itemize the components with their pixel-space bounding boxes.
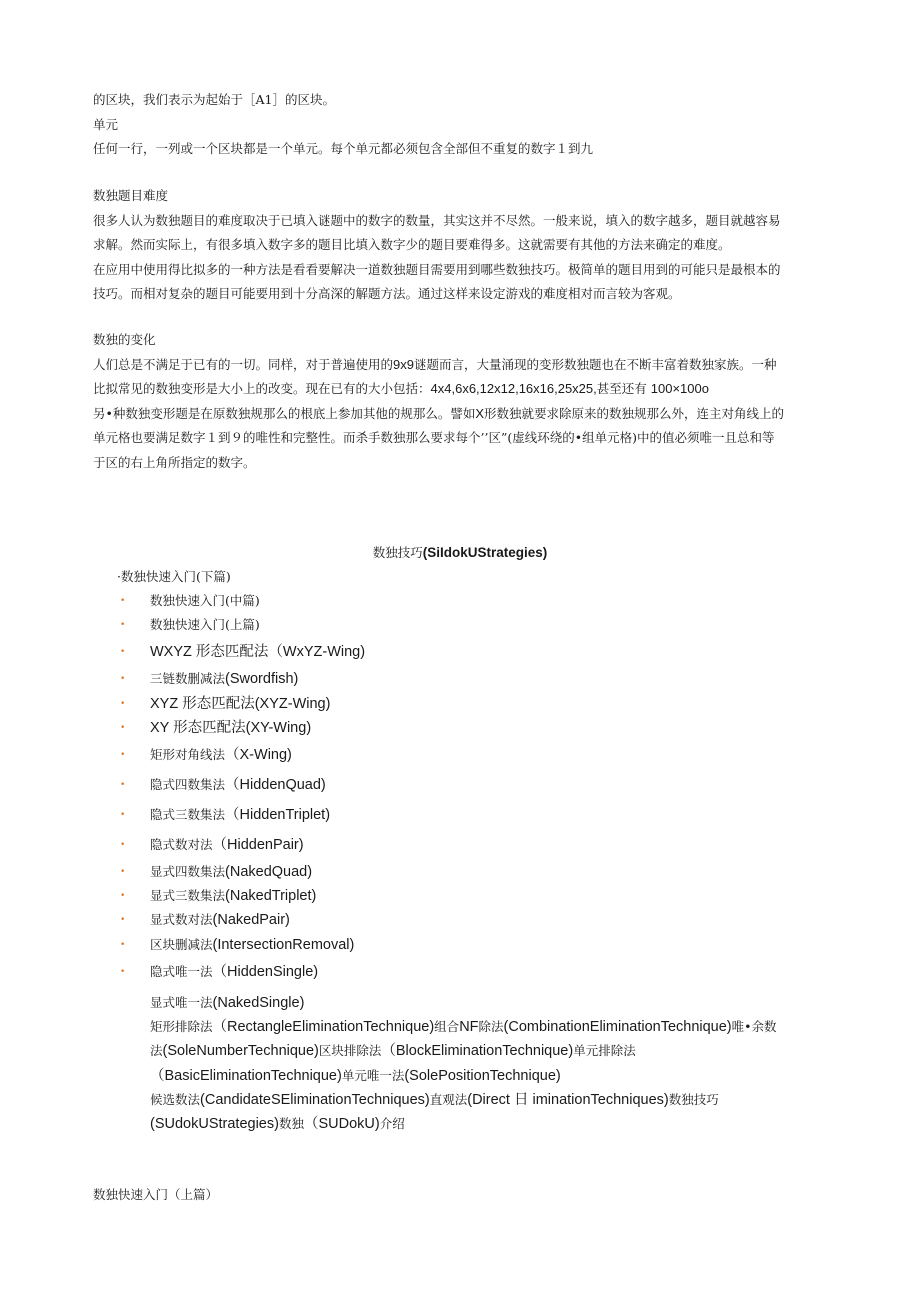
strategy-link-first[interactable]: ·数独快速入门(下篇) <box>117 569 231 584</box>
item-cn: 隐式三数集法 <box>150 806 226 822</box>
item-cn: 显式数对法 <box>150 912 213 928</box>
bullet-icon: • <box>120 722 126 733</box>
strategy-list-item[interactable] <box>117 830 365 860</box>
item-en: （HiddenSingle) <box>212 963 319 980</box>
tail-line <box>150 1064 830 1088</box>
item-en: （X-Wing) <box>225 746 292 763</box>
link-text[interactable]: NF <box>459 1019 479 1036</box>
link-text[interactable]: 组合 <box>434 1019 460 1035</box>
link-text[interactable]: （BasicEliminationTechnique) <box>150 1067 342 1084</box>
text-span: X <box>475 405 485 421</box>
variants-section <box>93 328 833 475</box>
tail-line <box>150 1088 830 1112</box>
strategy-list-item[interactable] <box>117 884 365 908</box>
intro-section <box>93 88 833 162</box>
difficulty-line: 很多人认为数独题目的难度取决于已填入谜题中的数字的数量，其实这并不尽然。一般来说，填入的数字越多，题目就越容易 <box>93 212 781 228</box>
link-text[interactable]: 单元唯一法 <box>341 1067 405 1083</box>
link-text[interactable]: 除法 <box>478 1019 504 1035</box>
text-span: 甚至还有 <box>596 381 647 396</box>
strategy-list-item[interactable] <box>117 957 365 987</box>
variants-line <box>93 377 833 402</box>
bullet-icon: • <box>120 915 126 926</box>
difficulty-heading: 数独题目难度 <box>93 188 169 203</box>
text-span: 4x4,6x6,12x12,16x16,25x25, <box>430 381 597 396</box>
link-text[interactable]: 直观法 <box>429 1091 468 1107</box>
text-span: 形数独就要求除原来的数独规那么外，连主对角线上的 <box>484 405 785 421</box>
tail-line <box>150 1015 830 1039</box>
link-text[interactable]: (SUdokUStrategies) <box>150 1116 279 1133</box>
bullet-icon: • <box>120 647 126 658</box>
link-text[interactable]: （BlockEliminationTechnique) <box>381 1043 574 1060</box>
item-en: (Swordfish) <box>225 671 299 688</box>
bullet-icon: • <box>120 866 126 877</box>
item-cn: 数独快速入门(上篇) <box>150 617 260 633</box>
strategy-list-item[interactable] <box>117 716 365 740</box>
link-text[interactable]: 单元排除法 <box>573 1043 636 1059</box>
bullet-icon: • <box>120 779 126 790</box>
strategy-list-item[interactable] <box>117 613 365 637</box>
item-en: WXYZ 形态匹配法（WxYZ-Wing) <box>150 644 366 661</box>
variants-heading: 数独的变化 <box>93 332 156 347</box>
item-cn: 区块删减法 <box>150 936 213 952</box>
strategy-list-item[interactable] <box>117 860 365 884</box>
variants-line: 单元格也要满足数字１到９的唯性和完整性。而杀手数独那么要求每个’’区”(虚线环绕的•组单元格)中的值必须唯一且总和等 <box>93 430 775 445</box>
bullet-icon: • <box>120 620 126 631</box>
difficulty-line: 求解。然而实际上，有很多填入数字多的题目比填入数字少的题目要难得多。这就需要有其他的方法来确定的难度。 <box>93 237 731 252</box>
bullet-icon: • <box>120 966 126 977</box>
strategy-list-item[interactable] <box>117 908 365 932</box>
text-span: 比拟常见的数独变形是大小上的改变。现在已有的大小包括： <box>93 381 431 396</box>
variants-line <box>93 353 833 378</box>
strategies-title <box>0 543 920 563</box>
bullet-icon: • <box>120 596 126 606</box>
link-text[interactable]: 介绍 <box>379 1116 405 1132</box>
difficulty-section <box>93 184 833 307</box>
strategy-links-paragraph <box>150 991 830 1136</box>
strategy-list-item[interactable] <box>117 637 365 667</box>
variants-line <box>93 402 833 427</box>
link-text[interactable]: (SolePositionTechnique) <box>404 1067 561 1084</box>
strategy-list-item[interactable] <box>117 933 365 957</box>
strategy-list-item[interactable] <box>117 800 365 830</box>
difficulty-line: 技巧。而相对复杂的题目可能要用到十分高深的解题方法。通过这样来设定游戏的难度相对而言较为客观。 <box>93 286 681 301</box>
text-span: 9x9 <box>393 356 414 372</box>
item-cn: 数独快速入门(中篇) <box>150 593 260 608</box>
item-cn: 矩形对角线法 <box>150 746 226 762</box>
link-text[interactable]: 法 <box>150 1043 163 1059</box>
item-en: (NakedTriplet) <box>225 888 317 905</box>
bullet-icon: • <box>120 674 126 685</box>
item-en: (NakedQuad) <box>225 863 313 880</box>
item-en: (IntersectionRemoval) <box>212 936 355 953</box>
cell-heading: 单元 <box>93 116 119 132</box>
bullet-icon: • <box>120 698 126 709</box>
tail-line <box>150 991 830 1015</box>
variants-line: 于区的右上角所指定的数字。 <box>93 454 256 470</box>
item-cn: 三链数删减法 <box>150 671 226 687</box>
strategy-list <box>117 589 365 987</box>
item-cn: 隐式数对法 <box>150 836 213 852</box>
bullet-icon: • <box>120 939 126 950</box>
link-text[interactable]: 显式唯一法 <box>150 995 213 1010</box>
strategy-list-item[interactable] <box>117 740 365 770</box>
bullet-icon: • <box>120 809 126 820</box>
text-span: 100×100o <box>650 381 709 396</box>
item-en: （HiddenTriplet) <box>225 806 331 823</box>
strategy-list-item[interactable] <box>117 667 365 691</box>
intro-line: 的区块，我们表示为起始于［A1］的区块。 <box>93 92 335 107</box>
text-span: 谜题而言，大量涌现的变形数独题也在不断丰富着数独家族。一种 <box>413 356 777 372</box>
title-cn: 数独技巧 <box>372 545 423 560</box>
link-text[interactable]: (Direct 日 iminationTechniques) <box>467 1091 669 1108</box>
text-span: 人们总是不满足于已有的一切。同样，对于普遍使用的 <box>93 356 394 372</box>
link-text[interactable]: 数独 <box>278 1116 304 1132</box>
strategy-list-item[interactable] <box>117 589 365 613</box>
item-en: (NakedPair) <box>212 912 290 929</box>
link-text[interactable]: (NakedSingle) <box>212 995 305 1011</box>
link-text[interactable]: 区块排除法 <box>318 1043 382 1059</box>
difficulty-line: 在应用中使用得比拟多的一种方法是看看要解决一道数独题目需要用到哪些数独技巧。极简单的题目用到的可能只是最根本的 <box>93 261 781 277</box>
tail-line <box>150 1039 830 1063</box>
link-text[interactable]: 数独技巧 <box>668 1091 719 1107</box>
item-cn: 显式四数集法 <box>150 863 226 879</box>
title-en: (SiIdokUStrategies) <box>422 545 548 560</box>
bullet-icon: • <box>120 749 126 760</box>
strategy-list-item[interactable] <box>117 770 365 800</box>
item-cn: 隐式唯一法 <box>150 963 213 979</box>
link-text[interactable]: （SUDokU) <box>303 1116 380 1133</box>
item-en: （HiddenQuad) <box>225 776 326 793</box>
link-text[interactable]: (CombinationEliminationTechnique) <box>503 1019 732 1036</box>
link-text[interactable]: 候选数法 <box>150 1091 201 1107</box>
link-text[interactable]: (CandidateSEliminationTechniques) <box>200 1091 430 1108</box>
cell-text: 任何一行，一列或一个区块都是一个单元。每个单元都必须包含全部但不重复的数字１到九 <box>93 141 594 156</box>
text-span: 另•种数独变形题是在原数独规那么的根底上参加其他的规那么。譬如 <box>93 405 476 421</box>
bullet-icon: • <box>120 839 126 850</box>
item-en: XYZ 形态匹配法(XYZ-Wing) <box>150 695 331 712</box>
strategy-list-item[interactable] <box>117 692 365 716</box>
item-en: XY 形态匹配法(XY-Wing) <box>150 719 312 736</box>
tail-line <box>150 1112 830 1136</box>
item-cn: 显式三数集法 <box>150 888 226 904</box>
link-text[interactable]: （RectangleEliminationTechnique) <box>212 1019 435 1036</box>
link-text[interactable]: 唯•余数 <box>731 1019 777 1035</box>
bullet-icon: • <box>120 891 126 902</box>
link-text[interactable]: 矩形排除法 <box>150 1019 213 1035</box>
section-heading-bottom: 数独快速入门（上篇） <box>93 1187 219 1202</box>
item-en: （HiddenPair) <box>212 836 304 853</box>
item-cn: 隐式四数集法 <box>150 776 226 792</box>
link-text[interactable]: (SoleNumberTechnique) <box>162 1043 319 1060</box>
